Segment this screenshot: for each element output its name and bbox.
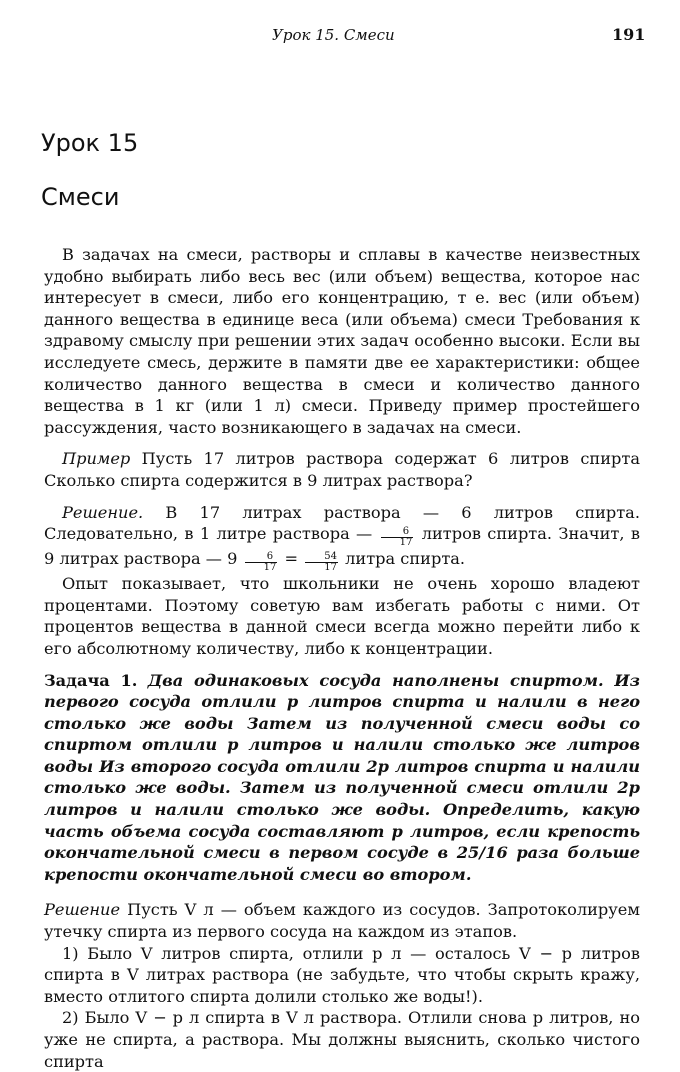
solution-paragraph: [44, 502, 640, 574]
solution-label: Решение.: [62, 502, 144, 522]
chapter-label: Урок 15: [41, 129, 139, 157]
advice-paragraph: Опыт показывает, что школьники не очень хорошо владеют процентами. Поэтому советую вам избегать работы с ними. От процентов вещества в данной смеси всегда можно перейти либо к его абсолютному количеству, либо к концентрации.: [44, 574, 640, 658]
task-label: Задача 1.: [44, 670, 138, 690]
solution-text-1: В 17 литрах раствора — 6 литров спирта. Следовательно, в 1 литре раствора —: [44, 502, 640, 544]
running-title: Урок 15. Смеси: [272, 26, 395, 44]
solution2-paragraph: [44, 899, 640, 942]
solution-text-3: литра спирта.: [345, 549, 466, 569]
body-text: [44, 244, 640, 1072]
page-number: 191: [612, 25, 646, 44]
example-label: Пример: [62, 449, 131, 469]
solution2-intro: Пусть V л — объем каждого из сосудов. Запротоколируем утечку спирта из первого сосуда на каждом из этапов.: [44, 900, 640, 942]
fraction: $\frac{6}{17}$: [245, 552, 278, 573]
intro-paragraph: В задачах на смеси, растворы и сплавы в качестве неизвестных удобно выбирать либо весь вес (или объем) вещества, которое нас интересует в смеси, либо его концентрацию, т е. вес (или объем) данного вещества в единице веса (или объема) смеси Требования к здравому смыслу при решении этих задач особенно высоки. Если вы исследуете смесь, держите в памяти две ее характеристики: общее количество данного вещества в смеси и количество данного вещества в 1 кг (или 1 л) смеси. Приведу пример простейшего рассуждения, часто возникающего в задачах на смеси.: [44, 245, 640, 437]
solution2-label: Решение: [44, 900, 121, 920]
fraction: $\frac{54}{17}$: [305, 552, 338, 573]
example-paragraph: [44, 448, 640, 491]
running-head: [0, 20, 680, 50]
task-text: Два одинаковых сосуда наполнены спиртом. Из первого сосуда отлили p литров спирта и налили в него столько же воды Затем из полученной смеси воды со спиртом отлили p литров и налили столько же литров воды Из второго сосуда отлили 2p литров спирта и налили столько же воды. Затем из полученной смеси отлили 2p литров и налили столько же воды. Определить, какую часть объема сосуда составляют p литров, если крепость окончательной смеси в первом сосуде в 25/16 раза больше крепости окончательной смеси во втором.: [44, 670, 641, 884]
step-1: 1) Было V литров спирта, отлили p л — осталось V − p литров спирта в V литрах раствора (не забудьте, что чтобы скрыть кражу, вместо отлитого спирта долили столько же воды!).: [44, 943, 640, 1006]
task-paragraph: [44, 670, 640, 886]
fraction: $\frac{6}{17}$: [381, 527, 414, 548]
example-text: Пусть 17 литров раствора содержат 6 литров спирта Сколько спирта содержится в 9 литрах раствора?: [44, 449, 640, 490]
step-2: 2) Было V − p л спирта в V л раствора. Отлили снова p литров, но уже не спирта, а раствора. Мы должны выяснить, сколько чистого спирта: [44, 1008, 640, 1071]
chapter-title: Смеси: [41, 183, 120, 211]
equals-sign: =: [284, 549, 299, 569]
solution-text-2: литров спирта. Значит, в 9 литрах раствора — 9: [44, 524, 640, 569]
